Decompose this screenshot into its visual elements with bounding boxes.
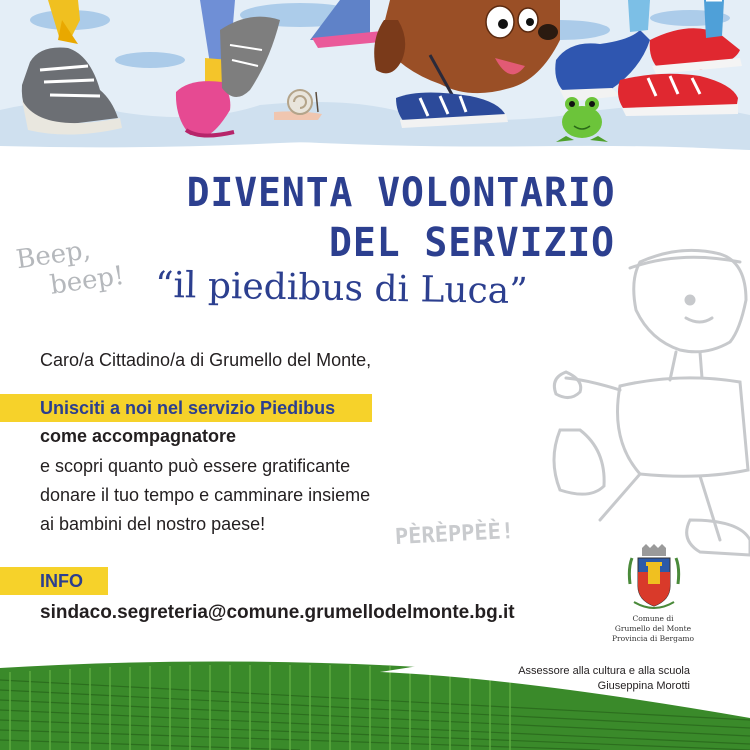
- paragraph-line: donare il tuo tempo e camminare insieme: [40, 485, 371, 505]
- assessor-role: Assessore alla cultura e alla scuola: [518, 665, 690, 677]
- municipal-crest-icon: [626, 544, 682, 614]
- crest-caption-line-1: Comune di: [632, 614, 674, 623]
- title-line-1: DIVENTA VOLONTARIO: [186, 170, 615, 216]
- role-text: come accompagnatore: [40, 426, 237, 446]
- crest-caption: [603, 614, 703, 644]
- assessor-name: Giuseppina Morotti: [597, 680, 690, 692]
- beep-line-1: Beep,: [14, 235, 93, 276]
- crest-caption-line-2: Grumello del Monte: [614, 624, 692, 633]
- assessor-signature: [518, 664, 690, 694]
- subtitle: “il piedibus di Luca”: [154, 264, 528, 313]
- paragraph-line: e scopri quanto può essere gratificante: [40, 456, 351, 476]
- beep-line-2: beep!: [48, 260, 127, 301]
- pereppee-sound-text: PÈRÈPPÈÈ!: [394, 518, 515, 551]
- title-line-2: DEL SERVIZIO: [329, 220, 615, 266]
- crest-caption-line-3: Provincia di Bergamo: [611, 634, 695, 643]
- walking-kid-sketch-icon: [554, 250, 750, 555]
- info-label: INFO: [40, 571, 83, 591]
- greeting: Caro/a Cittadino/a di Grumello del Monte,: [40, 350, 372, 370]
- highlight-text: Unisciti a noi nel servizio Piedibus: [40, 398, 336, 418]
- contact-email-link[interactable]: sindaco.segreteria@comune.grumellodelmonte.bg.it: [40, 602, 515, 623]
- paragraph-line: ai bambini del nostro paese!: [40, 514, 266, 534]
